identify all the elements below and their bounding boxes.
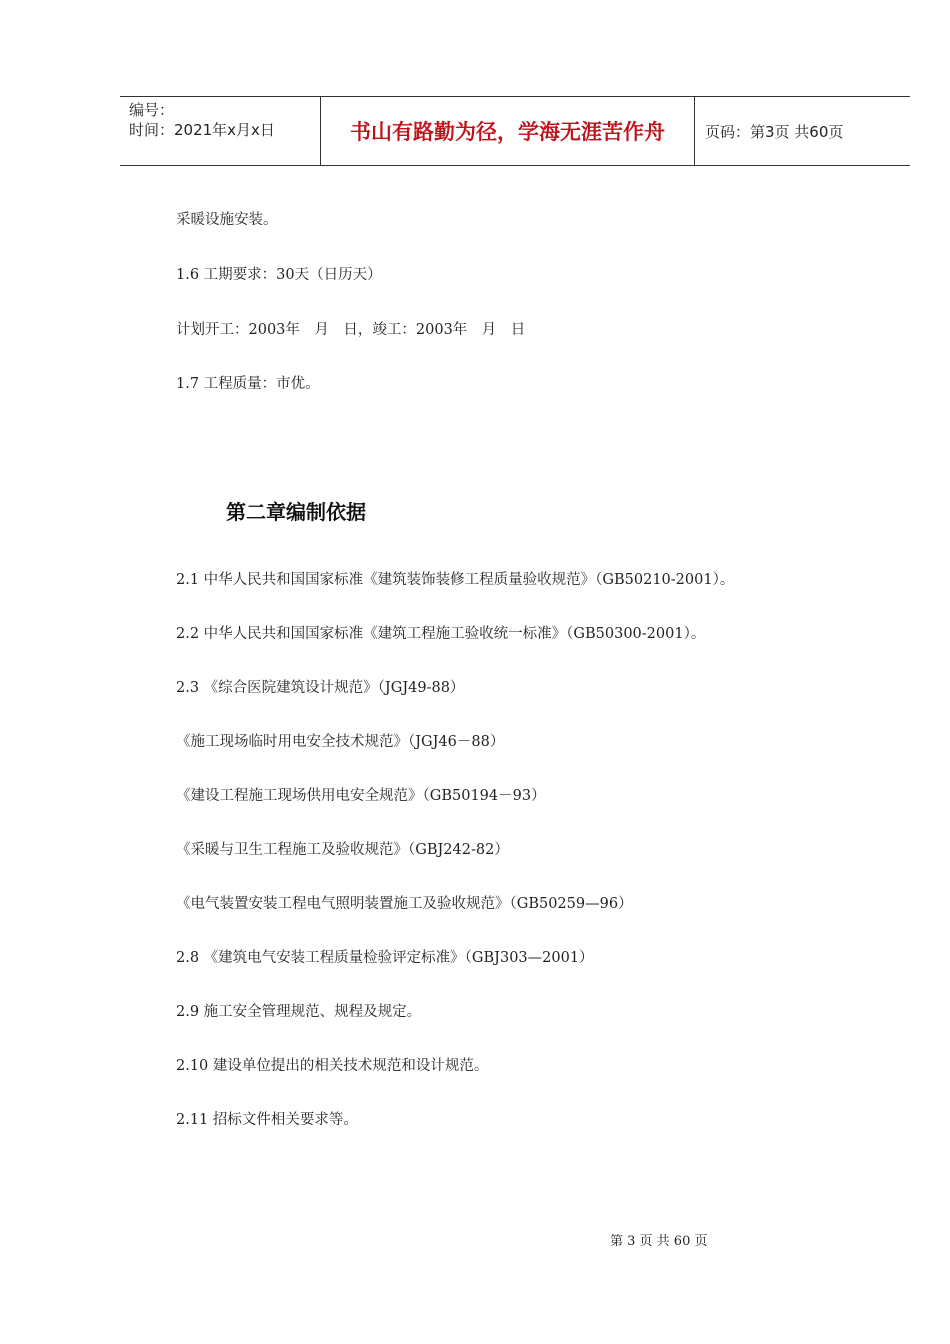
list-item: 2.9 施工安全管理规范、规程及规定。 <box>176 1004 422 1020</box>
list-item: 2.11 招标文件相关要求等。 <box>176 1112 358 1128</box>
page-header <box>120 96 910 166</box>
list-item: 2.3 《综合医院建筑设计规范》（JGJ49-88） <box>176 680 465 696</box>
body-line: 计划开工：2003年 月 日，竣工：2003年 月 日 <box>176 322 526 338</box>
body-line: 1.7 工程质量：市优。 <box>176 376 320 392</box>
list-item: 《建设工程施工现场供用电安全规范》（GB50194－93） <box>176 788 546 804</box>
list-item: 2.8 《建筑电气安装工程质量检验评定标准》（GBJ303—2001） <box>176 950 594 966</box>
header-time-label: 时间：2021年x月x日 <box>129 121 275 139</box>
list-item: 2.1 中华人民共和国国家标准《建筑装饰装修工程质量验收规范》（GB50210-2001）。 <box>176 572 735 588</box>
header-number-label: 编号： <box>129 101 175 119</box>
list-item: 《电气装置安装工程电气照明装置施工及验收规范》（GB50259—96） <box>176 896 633 912</box>
header-page-info: 页码：第3页 共60页 <box>705 122 844 141</box>
header-meta <box>120 97 321 165</box>
list-item: 2.2 中华人民共和国国家标准《建筑工程施工验收统一标准》（GB50300-2001）。 <box>176 626 706 642</box>
body-line: 1.6 工期要求：30天（日历天） <box>176 267 382 283</box>
body-line: 采暖设施安装。 <box>176 212 278 228</box>
chapter-title: 第二章编制依据 <box>226 500 366 524</box>
page-footer: 第 3 页 共 60 页 <box>610 1234 708 1249</box>
list-item: 2.10 建设单位提出的相关技术规范和设计规范。 <box>176 1058 489 1074</box>
header-motto: 书山有路勤为径，学海无涯苦作舟 <box>321 97 695 165</box>
list-item: 《施工现场临时用电安全技术规范》（JGJ46－88） <box>176 734 505 750</box>
list-item: 《采暖与卫生工程施工及验收规范》（GBJ242-82） <box>176 842 509 858</box>
